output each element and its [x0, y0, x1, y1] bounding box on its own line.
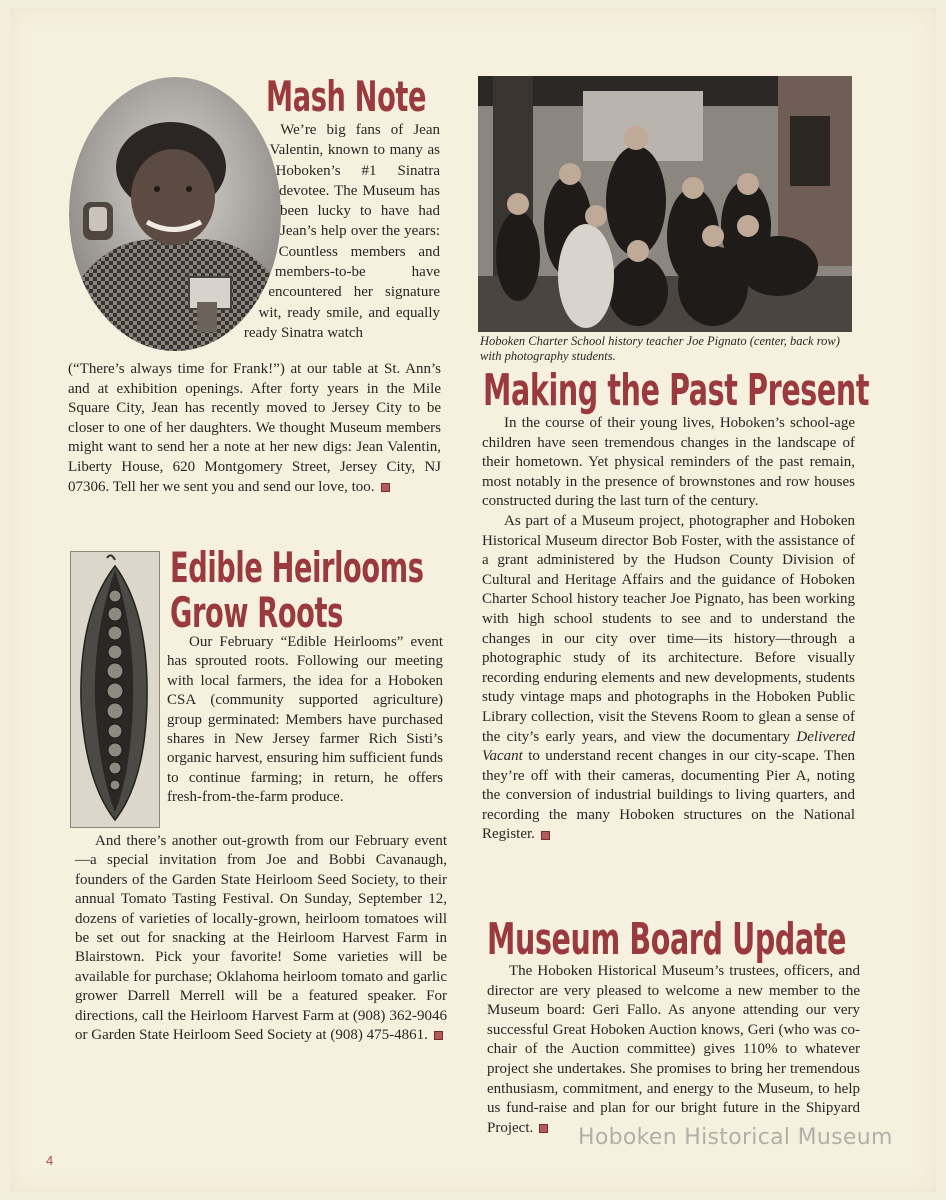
pea-pod-illustration: [70, 551, 160, 828]
charter-school-photo: [478, 76, 852, 332]
museum-board-text: [487, 962, 860, 1138]
documentary-title: Delivered Vacant: [482, 728, 855, 765]
edible-heirlooms-para2: [75, 832, 447, 1045]
edible-heirlooms-para1: [167, 633, 443, 808]
edible-heirlooms-heading-line1: Edible Heirlooms: [170, 543, 424, 592]
mash-note-text: [68, 360, 441, 497]
section-end-mark-icon: [541, 831, 550, 840]
past-present-paragraph-1: In the course of their young lives, Hoboken’s school-age children have seen tremendous changes in the landscape of their hometown. Yet physical reminders of the past remain, most notably in the presence of brownstones and row houses constructed during the last turn of the century.: [482, 415, 855, 510]
board-paragraph: The Hoboken Historical Museum’s trustees, officers, and director are very pleased to welcome a new member to the Museum board: Geri Fallo. As anyone attending our very successful Great Hoboken Auction knows, Geri (who was co-chair of the Auction committee) gives 110% to whatever project she undertakes. She promises to bring her tremendous enthusiasm, commitment, and energy to the Museum, to help us fund-raise and plan for our bright future in the Shipyard Project.: [487, 963, 860, 1136]
edible-heirlooms-paragraph-2: And there’s another out-growth from our February event—a special invitation from Joe and Bobbi Cavanaugh, founders of the Garden State Heirloom Seed Society, to their annual Tomato Tasting Festival. On Sunday, September 12, dozens of varieties of locally-grown, heirloom tomatoes will be set out for snacking at the Heirloom Harvest Farm in Blairstown. Pick your favorite! Some varieties will be available for purchase; Oklahoma heirloom tomato and garlic grower Darrell Merrell will be a featured speaker. For directions, call the Heirloom Harvest Farm at (908) 362-9046 or Garden State Heirloom Seed Society at (908) 475-4861.: [75, 833, 447, 1044]
section-end-mark-icon: [539, 1124, 548, 1133]
section-end-mark-icon: [381, 483, 390, 492]
mash-note-wrapped-text: We’re big fans of Jean Valentin, known to many as Hoboken’s #1 Sinatra devotee. The Museum has been lucky to have had Jean’s help over the years: Countless members and members-to-be have encountered her signature wit, ready smile, and equally ready Sinatra watch: [243, 122, 440, 341]
page-number: 4: [46, 1153, 54, 1168]
edible-heirlooms-heading-line2: Grow Roots: [170, 588, 343, 637]
making-past-present-heading: Making the Past Present: [483, 365, 870, 416]
mash-note-continuation: (“There’s always time for Frank!”) at our table at St. Ann’s and at exhibition openings. After forty years in the Mile Square City, Jean has recently moved to Jersey City to be closer to one of her daughters. We thought Museum members might want to send her a note at her new digs: Jean Valentin, Liberty House, 620 Montgomery Street, Jersey City, NJ 07306. Tell her we sent you and send our love, too.: [68, 361, 441, 495]
museum-watermark: Hoboken Historical Museum: [578, 1125, 893, 1150]
past-present-paragraph-2b: to understand recent changes in our city-scape. Then they’re off with their cameras, documenting Pier A, noting the conversion of industrial buildings to living quarters, and recording the many Hoboken structures on the National Register.: [482, 748, 855, 843]
edible-heirlooms-paragraph: Our February “Edible Heirlooms” event has sprouted roots. Following our meeting with local farmers, the idea for a Hoboken CSA (community supported agriculture) group germinated: Members have purchased shares in New Jersey farmer Rich Sisti’s organic harvest, ensuring him sufficient funds to continue farming; in return, he offers fresh-from-the-farm produce.: [167, 634, 443, 806]
past-present-paragraph-2a: As part of a Museum project, photographer and Hoboken Historical Museum director Bob Foster, with the assistance of a grant administered by the Hudson County Division of Cultural and Heritage Affairs and the guidance of Hoboken Charter School history teacher Joe Pignato, has been working with high school students to see and to understand the changes in our city over time—its history—through a photographic study of its architecture. Before visually recording enduring elements and new developments, students study vintage maps and photographs in the Hoboken Public Library collection, visit the Stevens Room to glean a sense of the city’s early years, and view the documentary: [482, 512, 855, 745]
section-end-mark-icon: [434, 1031, 443, 1040]
mash-note-heading: Mash Note: [266, 72, 427, 121]
making-past-present-text: [482, 414, 855, 845]
museum-board-update-heading: Museum Board Update: [487, 914, 847, 965]
photo-caption: Hoboken Charter School history teacher Joe Pignato (center, back row) with photography students.: [480, 334, 840, 363]
